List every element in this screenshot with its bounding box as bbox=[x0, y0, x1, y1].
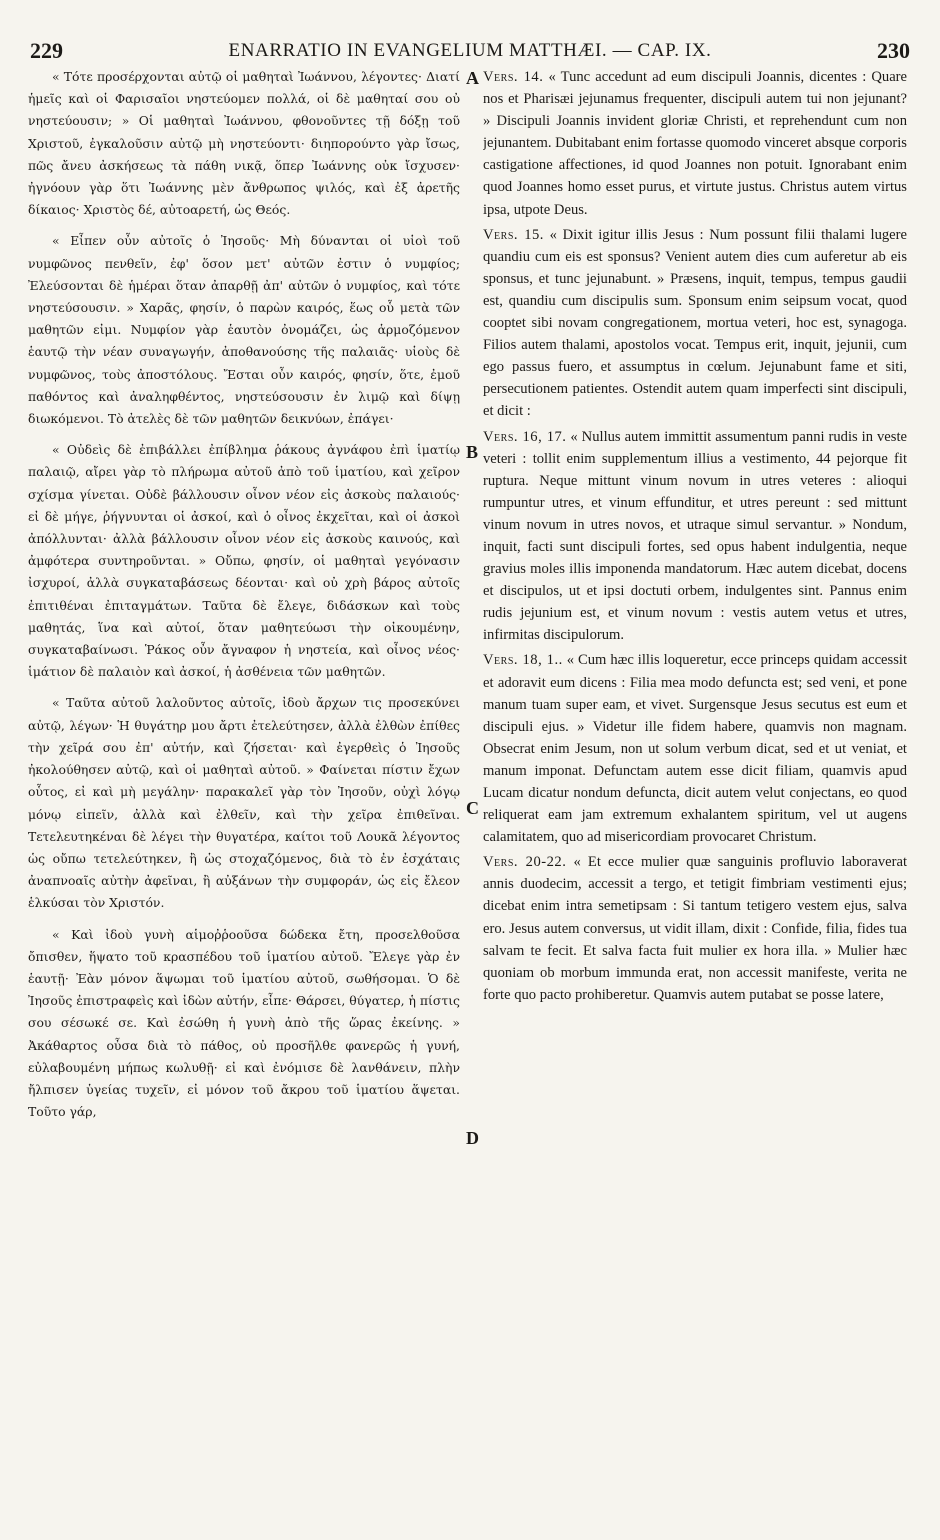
section-marker-c: C bbox=[466, 798, 479, 818]
greek-paragraph: « Ταῦτα αὐτοῦ λαλοῦντος αὐτοῖς, ἰδοὺ ἄρχων τις προσεκύνει αὐτῷ, λέγων· Ἡ θυγάτηρ μου ἄρτι ἐτελεύτησεν, ἀλλὰ ἐλθὼν ἐπίθες τὴν χεῖρά σου ἐπ' αὐτήν, καὶ ζήσεται· καὶ ἐγερθεὶς ὁ Ἰησοῦς ἠκολούθησεν αὐτῷ, καὶ οἱ μαθηταὶ αὐτοῦ. » Φαίνεται πίστιν ἔχων οὗτος, εἰ καὶ μὴ μεγάλην· παρακαλεῖ γὰρ τὸν Ἰησοῦν, οὐχὶ λόγῳ μόνῳ εἰπεῖν, ἀλλὰ καὶ ἐλθεῖν, καὶ τὴν χεῖρα ἐπιθεῖναι. Τετελευτηκέναι δὲ λέγει τὴν θυγατέρα, καίτοι τοῦ Λουκᾶ λέγοντος ὡς οὔπω τετελεύτηκεν, ἢ ὡς στοχαζόμενος, διὰ τὸ ἐν ἐσχάταις ἀναπνοαῖς αὐτὴν ἀφεῖναι, ἢ αὐξάνων τὴν συμφοράν, ὡς εἰς ἔλεον ἑλκύσαι τὸν Χριστόν. bbox=[28, 695, 460, 911]
greek-paragraph: « Εἶπεν οὖν αὐτοῖς ὁ Ἰησοῦς· Μὴ δύνανται οἱ υἱοὶ τοῦ νυμφῶνος πενθεῖν, ἐφ' ὅσον μετ' αὐτῶν ἐστιν ὁ νυμφίος; Ἐλεύσονται δὲ ἡμέραι ὅταν ἀπαρθῇ ἀπ' αὐτῶν ὁ νυμφίος, καὶ τότε νηστεύσουσιν. » Χαρᾶς, φησίν, ὁ παρὼν καιρός, ἕως οὗ μετὰ τῶν μαθητῶν εἰμι. Νυμφίον γὰρ ἑαυτὸν ὀνομάζει, ὡς ἁρμοζόμενον ἑαυτῷ τὴν νέαν συναγωγήν, ἀποθανούσης τῆς παλαιᾶς· υἱοὺς δὲ νυμφῶνος, τοὺς ἀποστόλους. Ἔσται οὖν καιρός, φησίν, ὅτε, ἐμοῦ παθόντος καὶ ἀναληφθέντος, νηστεύσουσιν ἐν λιμῷ καὶ δίψῃ διωκόμενοι. Τὸ ἀτελὲς δὲ τῶν μαθητῶν δεικνύων, ἐπάγει· bbox=[28, 233, 460, 427]
latin-text: « Tunc accedunt ad eum discipuli Joannis, dicentes : Quare nos et Pharisæi jejunamus frequenter, discipuli autem tui non jejunant? » Discipuli Joannis invident gloriæ Christi, et reprehendunt cum non jejunantem. Dubitabant enim fortasse quomodo vinceret absque corporis castigatione affectiones, id quod Joannes non potuit. Ignorabant enim quod Joannes homo esset purus, et virtute justus. Christus autem virtus ipsa, utpote Deus. bbox=[483, 69, 907, 218]
latin-paragraph bbox=[483, 426, 907, 647]
page-number-right: 230 bbox=[877, 38, 910, 63]
page-number-left: 229 bbox=[30, 38, 63, 63]
latin-paragraph bbox=[483, 851, 907, 1006]
verse-reference: Vers. 15. bbox=[483, 226, 544, 243]
page-header bbox=[30, 38, 910, 62]
section-marker-b: B bbox=[466, 442, 479, 462]
latin-text: « Nullus autem immittit assumentum panni rudis in veste veteri : tollit enim supplementum illius a vestimento, 44 pejorque fit ruptura. Neque mittunt vinum novum in utres veteres : alioqui rumpuntur utres, et vinum effunditur, et utres pereunt : sed mittunt vinum novum in utres novos, et utraque simul servantur. » Nondum, inquit, facti sunt discipuli fortes, sed opus habent indulgentia, neque gravius moles illis imponenda mandatorum. Hæc autem dicebat, docens et discipulos, ut et ipsi doctuti orbem, indulgentes sint. Pannus enim rudis jejunium est, et vinum novum : vestis autem vetus et utres, infirmitas discipulorum. bbox=[483, 428, 907, 644]
latin-column bbox=[483, 66, 907, 1516]
greek-paragraph: « Οὐδεὶς δὲ ἐπιβάλλει ἐπίβλημα ῥάκους ἀγνάφου ἐπὶ ἱματίῳ παλαιῷ, αἴρει γὰρ τὸ πλήρωμα αὐτοῦ ἀπὸ τοῦ ἱματίου, καὶ χεῖρον σχίσμα γίνεται. Οὐδὲ βάλλουσιν οἶνον νέον εἰς ἀσκοὺς παλαιούς· εἰ δὲ μήγε, ῥήγνυνται οἱ ἀσκοί, καὶ ὁ οἶνος ἐκχεῖται, καὶ οἱ ἀσκοὶ ἀπόλλυνται· ἀλλὰ βάλλουσιν οἶνον νέον εἰς ἀσκοὺς καινούς, καὶ ἀμφότερα συντηροῦνται. » Οὔπω, φησίν, οἱ μαθηταὶ γεγόνασιν ἰσχυροί, ἀλλὰ συγκαταβάσεως δέονται· καὶ οὐ χρὴ βάρος αὐτοῖς ἐπιτιθέναι ἐπιταγμάτων. Ταῦτα δὲ ἔλεγε, διδάσκων καὶ τοὺς μαθητάς, ἵνα καὶ αὐτοί, ὅταν μαθητεύωσι τὴν οἰκουμένην, συγκαταβαίνωσι. Ῥάκος οὖν ἄγναφον ἡ νηστεία, καὶ οἶνος νέος· ἱμάτιον δὲ παλαιὸν καὶ ἀσκοί, ἡ ἀσθένεια τῶν μαθητῶν. bbox=[28, 442, 460, 680]
latin-paragraph bbox=[483, 649, 907, 848]
latin-text: « Dixit igitur illis Jesus : Num possunt filii thalami lugere quandiu cum eis est sponsus? Venient autem dies cum auferetur ab eis sponsus, et tunc jejunabunt. » Præsens, inquit, tempus, tempus gaudii est, quandiu cum discipulis sum. Sponsum enim seipsum vocat, quod cooptet sibi novam congregationem, mortua veteri, hoc est, synagoga. Filios autem thalami, apostolos vocat. Tempus erit, inquit, jejunii, cum ego passus fuero, et assumptus in cœlum. Jejunabunt fame et siti, persecutionem patientes. Ostendit autem quam imperfecti sint discipuli, et dicit : bbox=[483, 226, 907, 420]
greek-paragraph: « Τότε προσέρχονται αὐτῷ οἱ μαθηταὶ Ἰωάννου, λέγοντες· Διατί ἡμεῖς καὶ οἱ Φαρισαῖοι νηστεύομεν πολλά, οἱ δὲ μαθηταί σου οὐ νηστεύουσιν; » Οἱ μαθηταὶ Ἰωάννου, φθονοῦντες τῇ δόξῃ τοῦ Χριστοῦ, ἐγκαλοῦσιν αὐτῷ μὴ νηστεύοντι· διηπορούντο γὰρ ἴσως, πῶς ἄνευ ἀσκήσεως τὰ πάθη νικᾷ, ὅπερ Ἰωάννης οὐκ ἴσχυσεν· ἠγνόουν γὰρ ὅτι Ἰωάννης μὲν ἄνθρωπος ψιλός, καὶ ἐξ ἀρετῆς δίκαιος· Χριστὸς δέ, αὐτοαρετή, ὡς Θεός. bbox=[28, 69, 460, 218]
greek-column bbox=[28, 66, 460, 1516]
verse-reference: Vers. 14. bbox=[483, 69, 544, 85]
section-marker-d: D bbox=[466, 1128, 479, 1148]
verse-reference: Vers. 20-22. bbox=[483, 854, 567, 871]
running-title: ENARRATIO IN EVANGELIUM MATTHÆI. — CAP. IX. bbox=[228, 40, 712, 61]
latin-paragraph bbox=[483, 66, 907, 221]
latin-paragraph bbox=[483, 224, 907, 423]
verse-reference: Vers. 16, 17. bbox=[483, 428, 567, 445]
latin-text: « Cum hæc illis loqueretur, ecce princeps quidam accessit et adoravit eum dicens : Filia mea modo defuncta est; sed veni, et pone manum tuam super eam, et vivet. Surgensque Jesus secutus est eum et discipuli ejus. » Videtur ille fidem habere, quamvis non magnam. Obsecrat enim Jesum, non ut solum verbum dicat, sed et ut veniat, et manum imponat. Defunctam autem esse dicit filiam, quamvis apud Lucam dicatur nondum defuncta, dicit autem velut conjectans, eo quod reliquerat eam jam extremum exhalantem spiritum, vel ut augens calamitatem, quo ad misericordiam provocaret Christum. bbox=[483, 652, 907, 846]
verse-reference: Vers. 18, 1.. bbox=[483, 652, 563, 669]
section-marker-a: A bbox=[466, 68, 479, 88]
greek-paragraph: « Καὶ ἰδοὺ γυνὴ αἱμοῤῥοοῦσα δώδεκα ἔτη, προσελθοῦσα ὄπισθεν, ἥψατο τοῦ κρασπέδου τοῦ ἱματίου αὐτοῦ. Ἔλεγε γὰρ ἐν ἑαυτῇ· Ἐὰν μόνον ἅψωμαι τοῦ ἱματίου αὐτοῦ, σωθήσομαι. Ὁ δὲ Ἰησοῦς ἐπιστραφεὶς καὶ ἰδὼν αὐτήν, εἶπε· Θάρσει, θύγατερ, ἡ πίστις σου σέσωκέ σε. Καὶ ἐσώθη ἡ γυνὴ ἀπὸ τῆς ὥρας ἐκείνης. » Ἀκάθαρτος οὖσα διὰ τὸ πάθος, οὐ προσῆλθε φανερῶς ἡ γυνή, εὐλαβουμένη μήπως κωλυθῇ· εἰ καὶ ἐνόμισε δὲ λανθάνειν, πλὴν ἤλπισεν ὑγείας τυχεῖν, εἰ μόνον τοῦ ἄκρου τοῦ ἱματίου ἅψεται. Τοῦτο γάρ, bbox=[28, 926, 460, 1120]
latin-text: « Et ecce mulier quæ sanguinis profluvio laboraverat annis duodecim, accessit a tergo, et tetigit fimbriam vestimenti ejus; dicebat enim intra semetipsam : Si tantum tetigero vestem ejus, salva ero. Jesus autem conversus, ut vidit illam, dixit : Confide, filia, fides tua salvam te fecit. Et salva facta fuit mulier ex hora illa. » Mulier hæc quoniam ob morbum immunda erat, non accessit manifeste, verita ne forte quo pacto prohiberetur. Quamvis autem putabat se posse latere, bbox=[483, 854, 907, 1003]
